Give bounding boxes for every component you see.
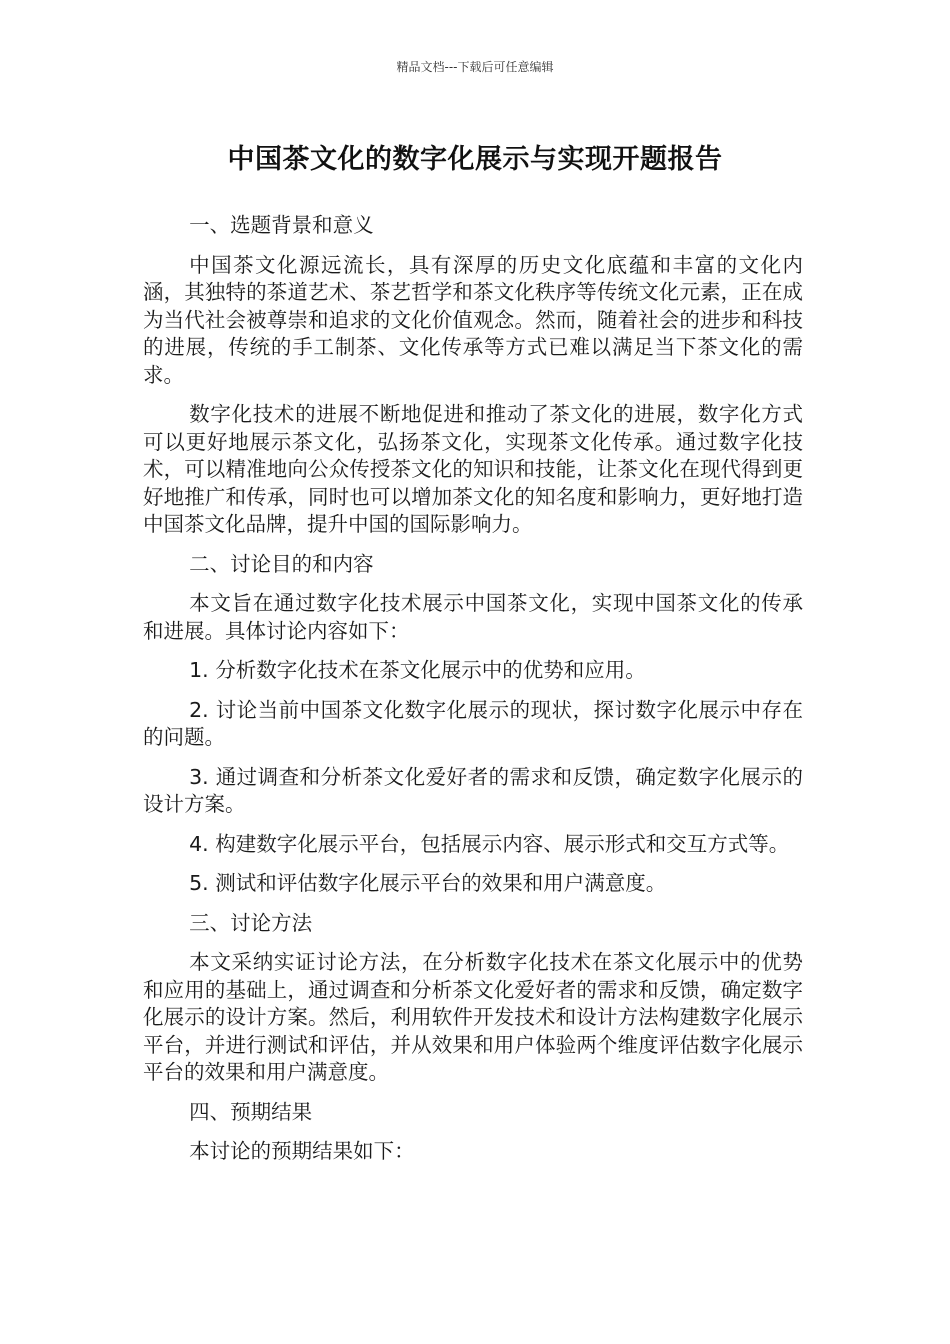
paragraph-background-2: 数字化技术的进展不断地促进和推动了茶文化的进展，数字化方式可以更好地展示茶文化，弘扬茶文化，实现茶文化传承。通过数字化技术，可以精准地向公众传授茶文化的知识和技能，让茶文化在现代得到更好地推广和传承，同时也可以增加茶文化的知名度和影响力，更好地打造中国茶文化品牌，提升中国的国际影响力。 xyxy=(143,402,803,536)
heading-expected-results: 四、预期结果 xyxy=(189,1099,313,1124)
paragraph-methods: 本文采纳实证讨论方法，在分析数字化技术在茶文化展示中的优势和应用的基础上，通过调查和分析茶文化爱好者的需求和反馈，确定数字化展示的设计方案。然后，利用软件开发技术和设计方法构建数字化展示平台，并进行测试和评估，并从效果和用户体验两个维度评估数字化展示平台的效果和用户满意度。 xyxy=(143,950,803,1084)
document-title: 中国茶文化的数字化展示与实现开题报告 xyxy=(227,144,723,175)
list-item-4: 4. 构建数字化展示平台，包括展示内容、展示形式和交互方式等。 xyxy=(189,831,790,856)
list-item-1: 1. 分析数字化技术在茶文化展示中的优势和应用。 xyxy=(189,658,646,682)
paragraph-objectives-intro: 本文旨在通过数字化技术展示中国茶文化，实现中国茶文化的传承和进展。具体讨论内容如下： xyxy=(143,591,803,643)
list-item-5: 5. 测试和评估数字化展示平台的效果和用户满意度。 xyxy=(189,871,667,895)
list-item-2: 2. 讨论当前中国茶文化数字化展示的现状，探讨数字化展示中存在的问题。 xyxy=(143,697,803,749)
heading-objectives: 二、讨论目的和内容 xyxy=(189,551,374,576)
document-body xyxy=(143,212,803,1178)
paragraph-background-1: 中国茶文化源远流长，具有深厚的历史文化底蕴和丰富的文化内涵，其独特的茶道艺术、茶艺哲学和茶文化秩序等传统文化元素，正在成为当代社会被尊崇和追求的文化价值观念。然而，随着社会的进步和科技的进展，传统的手工制茶、文化传承等方式已难以满足当下茶文化的需求。 xyxy=(143,252,803,387)
list-item-3: 3. 通过调查和分析茶文化爱好者的需求和反馈，确定数字化展示的设计方案。 xyxy=(143,764,803,816)
page-header-note: 精品文档---下载后可任意编辑 xyxy=(396,60,554,74)
heading-background: 一、选题背景和意义 xyxy=(189,213,374,237)
paragraph-expected-results: 本讨论的预期结果如下： xyxy=(189,1139,415,1163)
heading-methods: 三、讨论方法 xyxy=(189,910,313,935)
